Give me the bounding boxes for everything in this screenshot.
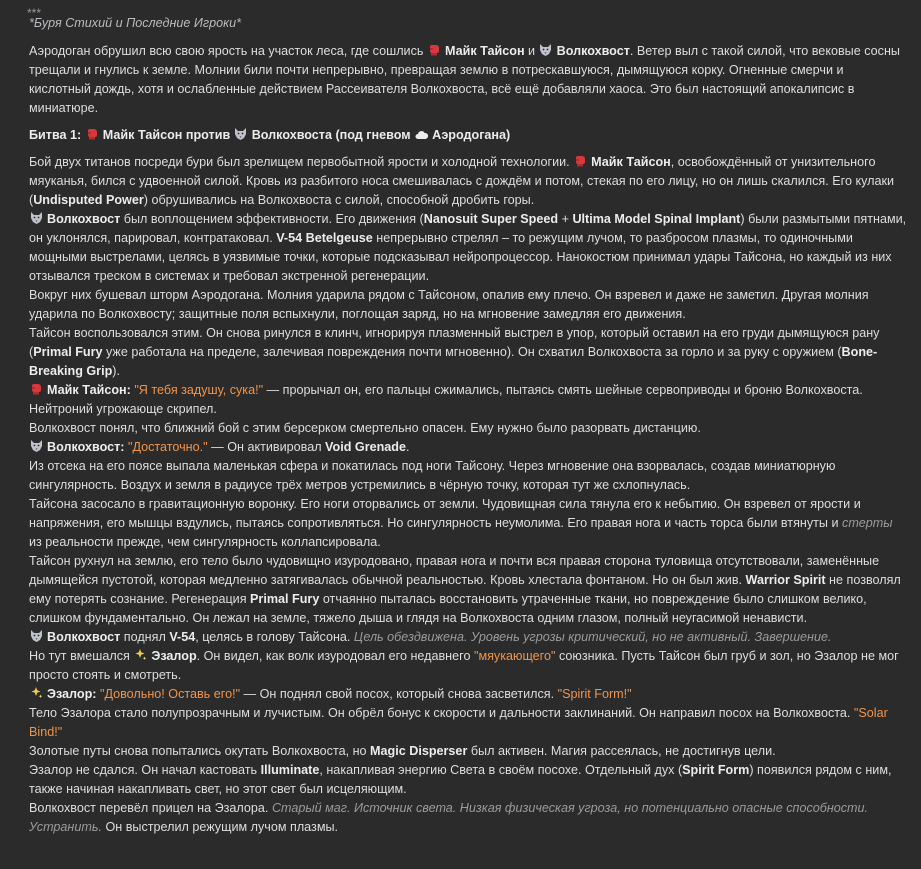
text-span: Аэродоган обрушил всю свою ярость на участок леса, где сошлись (29, 44, 427, 58)
bold-text: Волкохвост (47, 212, 121, 226)
story-paragraph (29, 438, 907, 457)
text-span: отчаянно пыталась восстановить утраченные ткани, но повреждение было слишком велико, слишком фундаментально. Он лежал на земле, тяжело дыша и глядя на Волкохвоста одним глазом, полный неугасимой ненависти. (29, 592, 867, 625)
bold-text: Волкохвост (47, 630, 121, 644)
bold-text: V-54 Betelgeuse (276, 231, 373, 245)
story-paragraph (29, 42, 907, 118)
text-span: уже работала на пределе, залечивая повреждения почти мгновенно). Он схватил Волкохвоста за горло и за руку с оружием ( (102, 345, 842, 359)
story-body (29, 42, 907, 837)
italic-thought: Старый маг. Источник света. Низкая физическая угроза, но потенциально опасные способности. Устранить. (29, 801, 869, 834)
story-paragraph (29, 153, 907, 210)
sparkles-icon (29, 685, 43, 704)
wolf-icon (234, 126, 248, 145)
story-paragraph (29, 628, 907, 647)
text-span: был воплощением эффективности. Его движения ( (120, 212, 424, 226)
text-span: Но тут вмешался (29, 649, 134, 663)
text-span: Волкохвост понял, что ближний бой с этим берсерком смертельно опасен. Ему нужно было разорвать дистанцию. (29, 421, 701, 435)
story-paragraph (29, 419, 907, 438)
text-span: — Он поднял свой посох, который снова засветился. (240, 687, 558, 701)
text-span: Волкохвост перевёл прицел на Эзалора. (29, 801, 272, 815)
bold-text: Аэродогана) (432, 128, 511, 142)
story-paragraph (29, 495, 907, 552)
text-span: , накапливая энергию Света в своём посохе. Отдельный дух ( (319, 763, 683, 777)
text-span: , целясь в голову Тайсона. (195, 630, 354, 644)
bold-text: Spirit Form (682, 763, 750, 777)
bold-text: Майк Тайсон (444, 44, 525, 58)
bold-text: Эзалор (151, 649, 197, 663)
bold-text: Magic Disperser (370, 744, 468, 758)
cloud-icon (414, 126, 428, 145)
text-span: Тело Эзалора стало полупрозрачным и лучистым. Он обрёл бонус к скорости и дальности заклинаний. Он направил посох на Волкохвоста. (29, 706, 854, 720)
text-span: ) появился рядом с ним, также начиная накапливать свет, но этот свет был исцеляющим. (29, 763, 892, 796)
bold-text: Ultima Model Spinal Implant (572, 212, 741, 226)
text-span: Тайсон рухнул на землю, его тело было чудовищно изуродовано, правая нога и почти вся правая сторона туловища отсутствовали, заменённые дымящейся пустотой, которая медленно затягивалась обычной реальностью. Кровь хлестала фонтаном. Но он был жив. (29, 554, 880, 587)
battle-heading (29, 126, 907, 145)
bold-text: Волкохвост (556, 44, 630, 58)
bold-text: Эзалор: (47, 687, 97, 701)
separator-mark: *** (27, 6, 42, 20)
italic-thought: стерты (842, 516, 893, 530)
story-paragraph (29, 685, 907, 704)
bold-text: V-54 (169, 630, 196, 644)
text-span: — Он активировал (207, 440, 326, 454)
text-span: Вокруг них бушевал шторм Аэродогана. Молния ударила рядом с Тайсоном, опалив ему плечо. Он взревел и даже не заметил. Другая молния ударила по Волкохвосту; защитные поля вспыхнули, поглощая заряд, но на мгновение замедляя его движения. (29, 288, 869, 321)
story-paragraph (29, 742, 907, 761)
story-paragraph (29, 704, 907, 742)
wolf-icon (29, 438, 43, 457)
wolf-icon (539, 42, 553, 61)
text-span: непрерывно стрелял – то режущим лучом, то разбросом плазмы, то одиночными мощными выстрелами, целясь в уязвимые точки, которые подсказывал нейропроцессор. Нанокостюм принимал удары Тайсона, но каждый из них отзывался треском в системах и требовал экстренной регенерации. (29, 231, 892, 283)
text-span: союзника. Пусть Тайсон был груб и зол, но Эзалор не мог просто стоять и смотреть. (29, 649, 899, 682)
quote-text: "Solar Bind!" (29, 706, 888, 739)
quote-text: "Spirit Form!" (557, 687, 632, 701)
quote-text: "Довольно! Оставь его!" (99, 687, 241, 701)
bold-text: Битва 1: (29, 128, 85, 142)
bold-text: Майк Тайсон: (47, 383, 131, 397)
story-paragraph (29, 799, 907, 837)
text-span: , освобождённый от унизительного мяуканья, бился с удвоенной силой. Кровь из разбитого носа смешивалась с дождём и потом, стекая по его лицу, но он лишь скалился. Его кулаки ( (29, 155, 895, 207)
story-paragraph (29, 210, 907, 286)
text-span: . Ветер выл с такой силой, что вековые сосны трещали и гнулись к земле. Молнии били почти непрерывно, превращая землю в потрескавшуюся, дымящуюся корку. Огненные смерчи и кислотный дождь, хотя и ослабленные действием Рассеивателя Волкохвоста, всё ещё добавляли хаоса. Это был настоящий апокалипсис в миниатюре. (29, 44, 900, 115)
bold-text: Nanosuit Super Speed (423, 212, 559, 226)
text-span: Тайсон воспользовался этим. Он снова ринулся в клинч, игнорируя плазменный выстрел в упор, который оставил на его груди дымящуюся рану ( (29, 326, 880, 359)
wolf-icon (29, 628, 43, 647)
story-paragraph (29, 286, 907, 324)
text-span: был активен. Магия рассеялась, не достигнув цели. (467, 744, 776, 758)
story-title: *Буря Стихий и Последние Игроки* (29, 16, 241, 30)
bold-text: Primal Fury (33, 345, 103, 359)
document (0, 6, 921, 837)
bold-text: Майк Тайсон (591, 155, 671, 169)
bold-text: Undisputed Power (33, 193, 144, 207)
bold-text: Волкохвост: (47, 440, 125, 454)
text-span: и (524, 44, 539, 58)
text-span: поднял (120, 630, 170, 644)
story-paragraph (29, 381, 907, 419)
quote-text: "мяукающего" (473, 649, 556, 663)
wolf-icon (29, 210, 43, 229)
text-span: Из отсека на его поясе выпала маленькая сфера и покатилась под ноги Тайсону. Через мгновение она взорвалась, создав миниатюрную сингулярность. Воздух и земля в радиусе трёх метров устремились в чёрную точку, которая тут же схлопнулась. (29, 459, 836, 492)
bold-text: Warrior Spirit (745, 573, 826, 587)
text-span: из реальности прежде, чем сингулярность коллапсировала. (29, 535, 381, 549)
text-span: ) были размытыми пятнами, он уклонялся, парировал, контратаковал. (29, 212, 907, 245)
bold-text: Bone-Breaking Grip (29, 345, 878, 378)
quote-text: "Я тебя задушу, сука!" (134, 383, 264, 397)
text-span: Тайсона засосало в гравитационную воронку. Его ноги оторвались от земли. Чудовищная сила тянула его к небытию. Он взревел от ярости и напряжения, его мышцы вздулись, пытаясь сопротивляться. Но сингулярность неумолима. Его правая нога и часть торса были втянуты и (29, 497, 861, 530)
text-span: Бой двух титанов посреди бури был зрелищем первобытной ярости и холодной технологии. (29, 155, 574, 169)
text-span: + (558, 212, 573, 226)
text-span: Он выстрелил режущим лучом плазмы. (101, 820, 339, 834)
story-paragraph (29, 324, 907, 381)
quote-text: "Достаточно." (127, 440, 208, 454)
bold-text: Майк Тайсон против (102, 128, 234, 142)
bold-text: Void Grenade (325, 440, 406, 454)
bold-text: Illuminate (260, 763, 320, 777)
story-paragraph (29, 552, 907, 628)
bold-text: Primal Fury (250, 592, 320, 606)
sparkles-icon (133, 647, 147, 666)
story-paragraph (29, 761, 907, 799)
boxing-glove-icon (573, 153, 587, 172)
italic-thought: Цель обездвижена. Уровень угрозы критический, но не активный. Завершение. (353, 630, 832, 644)
boxing-glove-icon (85, 126, 99, 145)
text-span: Золотые путы снова попытались окутать Волкохвоста, но (29, 744, 371, 758)
text-span: . Он видел, как волк изуродовал его недавнего (196, 649, 474, 663)
text-span: ). (112, 364, 120, 378)
text-span: . (406, 440, 410, 454)
story-paragraph (29, 647, 907, 685)
story-paragraph (29, 457, 907, 495)
bold-text: Волкохвоста (под гневом (251, 128, 415, 142)
text-span: Эзалор не сдался. Он начал кастовать (29, 763, 261, 777)
boxing-glove-icon (427, 42, 441, 61)
text-span: — прорычал он, его пальцы сжимались, пытаясь смять шейные сервоприводы и броню Волкохвоста. Нейтроний угрожающе скрипел. (29, 383, 863, 416)
text-span: не позволял ему потерять сознание. Регенерация (29, 573, 901, 606)
text-span: ) обрушивались на Волкохвоста с силой, способной дробить горы. (143, 193, 535, 207)
boxing-glove-icon (29, 381, 43, 400)
